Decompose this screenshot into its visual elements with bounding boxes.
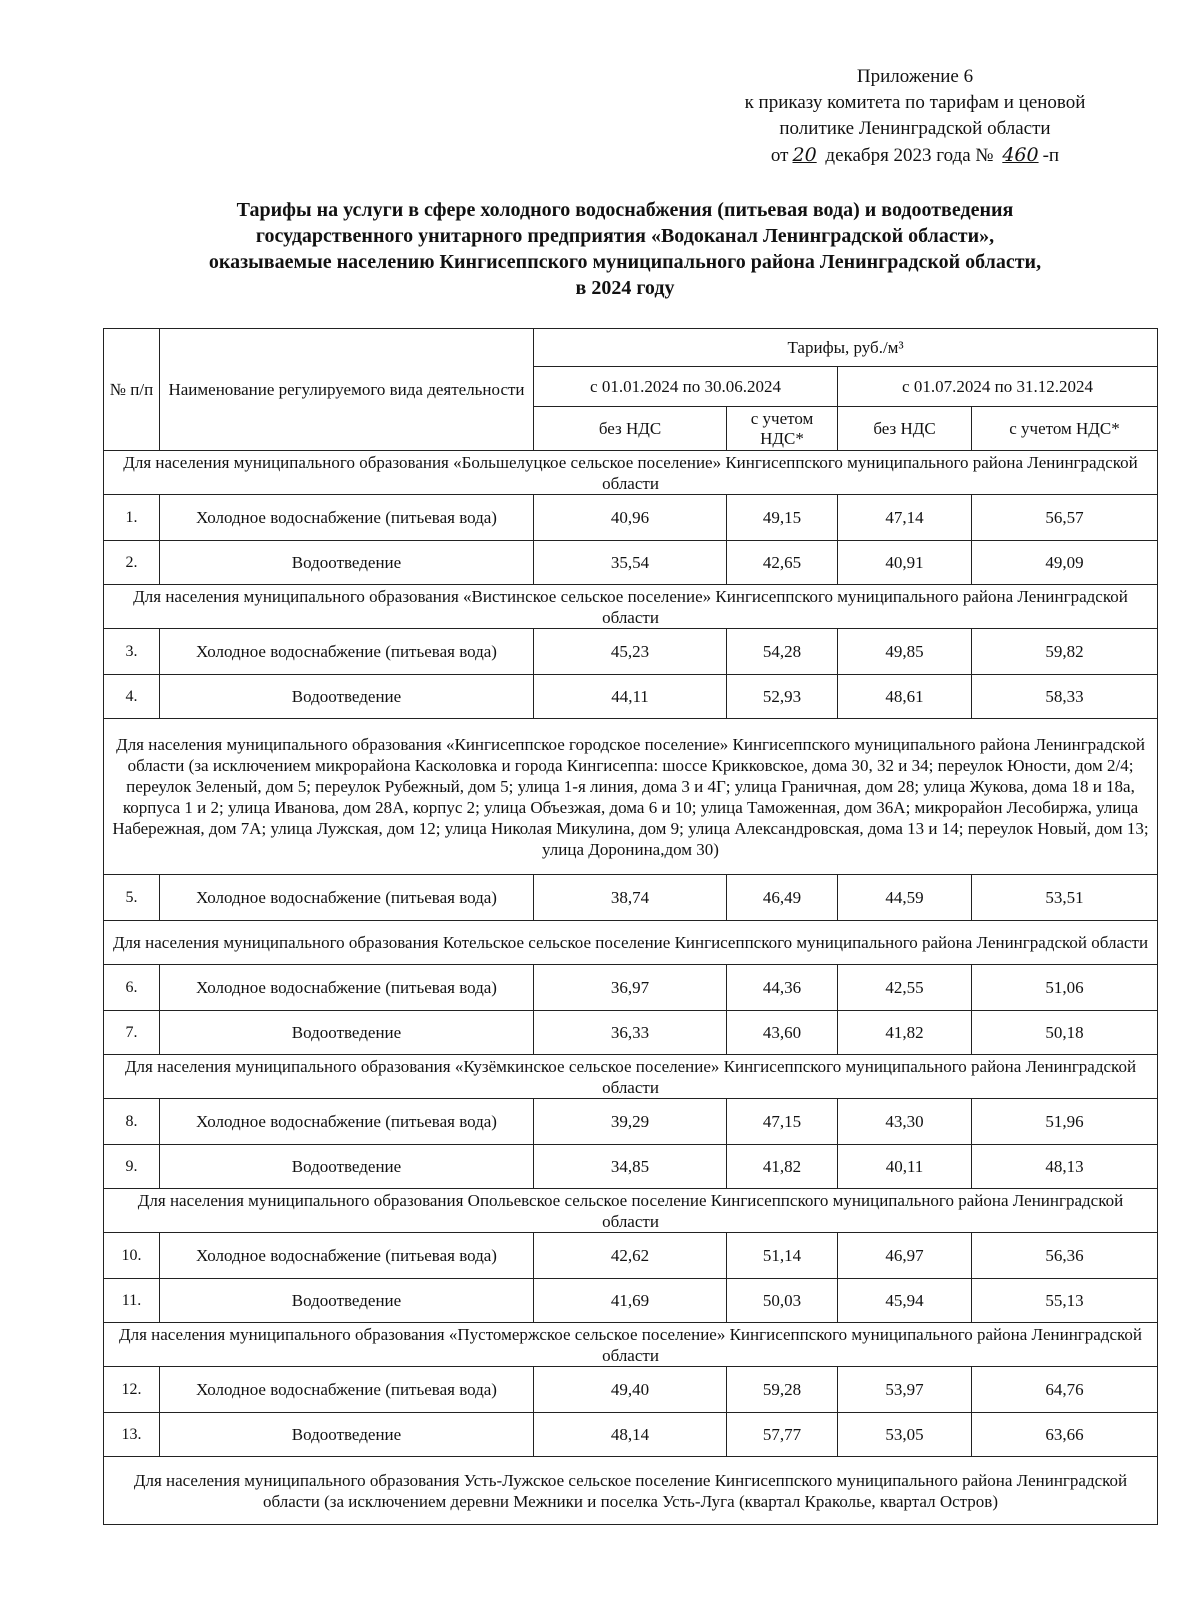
cell-value: 36,33 bbox=[534, 1011, 727, 1055]
header-num: № п/п bbox=[104, 329, 160, 451]
row-number: 2. bbox=[104, 541, 160, 585]
document-title bbox=[100, 197, 1150, 301]
order-number-handwritten: 460 bbox=[1002, 144, 1039, 166]
cell-value: 47,15 bbox=[727, 1099, 838, 1145]
date-suffix: декабря 2023 года № bbox=[825, 145, 994, 166]
cell-value: 44,36 bbox=[727, 965, 838, 1011]
section-title: Для населения муниципального образования «Кузёмкинское сельское поселение» Кингисеппского муниципального района Ленинградской области bbox=[104, 1055, 1158, 1099]
table-row bbox=[104, 675, 1158, 719]
appendix-date-line bbox=[680, 142, 1150, 169]
row-number: 4. bbox=[104, 675, 160, 719]
cell-value: 64,76 bbox=[972, 1367, 1158, 1413]
cell-value: 40,11 bbox=[838, 1145, 972, 1189]
table-row bbox=[104, 629, 1158, 675]
row-activity: Холодное водоснабжение (питьевая вода) bbox=[160, 629, 534, 675]
cell-value: 39,29 bbox=[534, 1099, 727, 1145]
row-number: 7. bbox=[104, 1011, 160, 1055]
table-row bbox=[104, 1099, 1158, 1145]
cell-value: 51,96 bbox=[972, 1099, 1158, 1145]
cell-value: 49,40 bbox=[534, 1367, 727, 1413]
cell-value: 41,69 bbox=[534, 1279, 727, 1323]
cell-value: 41,82 bbox=[838, 1011, 972, 1055]
cell-value: 48,61 bbox=[838, 675, 972, 719]
order-suffix: -п bbox=[1042, 145, 1060, 166]
table-row bbox=[104, 495, 1158, 541]
cell-value: 38,74 bbox=[534, 875, 727, 921]
row-number: 1. bbox=[104, 495, 160, 541]
section-title: Для населения муниципального образования Усть-Лужское сельское поселение Кингисеппского муниципального района Ленинградской области (за исключением деревни Межники и поселка Усть-Луга (квартал Краколье, квартал Остров) bbox=[104, 1457, 1158, 1525]
tariffs-table bbox=[103, 328, 1158, 1525]
row-activity: Холодное водоснабжение (питьевая вода) bbox=[160, 875, 534, 921]
header-no-vat-1: без НДС bbox=[534, 407, 727, 451]
cell-value: 50,03 bbox=[727, 1279, 838, 1323]
section-title: Для населения муниципального образования «Большелуцкое сельское поселение» Кингисеппского муниципального района Ленинградской области bbox=[104, 451, 1158, 495]
cell-value: 56,57 bbox=[972, 495, 1158, 541]
cell-value: 46,97 bbox=[838, 1233, 972, 1279]
cell-value: 35,54 bbox=[534, 541, 727, 585]
title-line-3: оказываемые населению Кингисеппского муниципального района Ленинградской области, bbox=[208, 251, 1042, 273]
cell-value: 40,96 bbox=[534, 495, 727, 541]
table-row bbox=[104, 875, 1158, 921]
cell-value: 53,51 bbox=[972, 875, 1158, 921]
cell-value: 45,23 bbox=[534, 629, 727, 675]
row-number: 11. bbox=[104, 1279, 160, 1323]
table-row bbox=[104, 1011, 1158, 1055]
row-activity: Водоотведение bbox=[160, 1145, 534, 1189]
cell-value: 54,28 bbox=[727, 629, 838, 675]
cell-value: 48,14 bbox=[534, 1413, 727, 1457]
section-title: Для населения муниципального образования «Пустомержское сельское поселение» Кингисеппского муниципального района Ленинградской области bbox=[104, 1323, 1158, 1367]
cell-value: 59,28 bbox=[727, 1367, 838, 1413]
table-row bbox=[104, 965, 1158, 1011]
row-number: 6. bbox=[104, 965, 160, 1011]
table-row bbox=[104, 1279, 1158, 1323]
cell-value: 51,14 bbox=[727, 1233, 838, 1279]
row-activity: Водоотведение bbox=[160, 1011, 534, 1055]
cell-value: 36,97 bbox=[534, 965, 727, 1011]
cell-value: 47,14 bbox=[838, 495, 972, 541]
header-with-vat-1: с учетом НДС* bbox=[727, 407, 838, 451]
table-row bbox=[104, 1413, 1158, 1457]
row-activity: Холодное водоснабжение (питьевая вода) bbox=[160, 1233, 534, 1279]
cell-value: 48,13 bbox=[972, 1145, 1158, 1189]
cell-value: 49,09 bbox=[972, 541, 1158, 585]
section-title: Для населения муниципального образования «Вистинское сельское поселение» Кингисеппского муниципального района Ленинградской области bbox=[104, 585, 1158, 629]
table-row bbox=[104, 541, 1158, 585]
cell-value: 49,85 bbox=[838, 629, 972, 675]
cell-value: 40,91 bbox=[838, 541, 972, 585]
cell-value: 42,62 bbox=[534, 1233, 727, 1279]
row-number: 3. bbox=[104, 629, 160, 675]
header-with-vat-2: с учетом НДС* bbox=[972, 407, 1158, 451]
row-number: 9. bbox=[104, 1145, 160, 1189]
cell-value: 34,85 bbox=[534, 1145, 727, 1189]
appendix-committee: политике Ленинградской области bbox=[779, 118, 1051, 139]
header-tariffs: Тарифы, руб./м³ bbox=[534, 329, 1158, 367]
row-activity: Водоотведение bbox=[160, 1279, 534, 1323]
date-prefix: от bbox=[770, 145, 789, 166]
row-number: 13. bbox=[104, 1413, 160, 1457]
cell-value: 42,65 bbox=[727, 541, 838, 585]
cell-value: 41,82 bbox=[727, 1145, 838, 1189]
cell-value: 53,05 bbox=[838, 1413, 972, 1457]
row-activity: Холодное водоснабжение (питьевая вода) bbox=[160, 1099, 534, 1145]
row-number: 8. bbox=[104, 1099, 160, 1145]
section-title: Для населения муниципального образования Котельское сельское поселение Кингисеппского муниципального района Ленинградской области bbox=[104, 921, 1158, 965]
appendix-number: Приложение 6 bbox=[856, 66, 974, 87]
section-title: Для населения муниципального образования «Кингисеппское городское поселение» Кингисеппского муниципального района Ленинградской области (за исключением микрорайона Касколовка и города Кингисеппа: шоссе Крикковское, дома 30, 32 и 34; переулок Юности, дом 2/4; переулок Зеленый, дом 5; переулок Рубежный, дом 5; улица 1-я линия, дома 3 и 4Г; улица Граничная, дом 28; улица Жукова, дома 18 и 18а, корпуса 1 и 2; улица Иванова, дом 28А, корпус 2; улица Объезжая, дома 6 и 10; улица Таможенная, дом 36А; микрорайон Лесобиржа, улица Набережная, дом 7А; улица Лужская, дом 12; улица Николая Микулина, дом 9; улица Александровская, дома 13 и 14; переулок Новый, дом 13; улица Доронина,дом 30) bbox=[104, 719, 1158, 875]
section-title: Для населения муниципального образования Опольевское сельское поселение Кингисеппского муниципального района Ленинградской области bbox=[104, 1189, 1158, 1233]
cell-value: 57,77 bbox=[727, 1413, 838, 1457]
row-activity: Водоотведение bbox=[160, 675, 534, 719]
header-activity-name: Наименование регулируемого вида деятельности bbox=[160, 329, 534, 451]
cell-value: 63,66 bbox=[972, 1413, 1158, 1457]
row-number: 5. bbox=[104, 875, 160, 921]
cell-value: 42,55 bbox=[838, 965, 972, 1011]
cell-value: 59,82 bbox=[972, 629, 1158, 675]
row-activity: Холодное водоснабжение (питьевая вода) bbox=[160, 965, 534, 1011]
header-no-vat-2: без НДС bbox=[838, 407, 972, 451]
cell-value: 44,59 bbox=[838, 875, 972, 921]
title-line-4: в 2024 году bbox=[575, 277, 675, 299]
row-activity: Холодное водоснабжение (питьевая вода) bbox=[160, 1367, 534, 1413]
header-period-1: с 01.01.2024 по 30.06.2024 bbox=[534, 367, 838, 407]
table-row bbox=[104, 1233, 1158, 1279]
cell-value: 45,94 bbox=[838, 1279, 972, 1323]
cell-value: 51,06 bbox=[972, 965, 1158, 1011]
cell-value: 52,93 bbox=[727, 675, 838, 719]
row-activity: Холодное водоснабжение (питьевая вода) bbox=[160, 495, 534, 541]
date-day-handwritten: 20 bbox=[792, 144, 817, 166]
header-period-2: с 01.07.2024 по 31.12.2024 bbox=[838, 367, 1158, 407]
cell-value: 50,18 bbox=[972, 1011, 1158, 1055]
cell-value: 55,13 bbox=[972, 1279, 1158, 1323]
cell-value: 49,15 bbox=[727, 495, 838, 541]
row-activity: Водоотведение bbox=[160, 541, 534, 585]
cell-value: 43,60 bbox=[727, 1011, 838, 1055]
row-number: 10. bbox=[104, 1233, 160, 1279]
cell-value: 46,49 bbox=[727, 875, 838, 921]
table-row bbox=[104, 1367, 1158, 1413]
cell-value: 56,36 bbox=[972, 1233, 1158, 1279]
row-number: 12. bbox=[104, 1367, 160, 1413]
cell-value: 44,11 bbox=[534, 675, 727, 719]
cell-value: 43,30 bbox=[838, 1099, 972, 1145]
table-row bbox=[104, 1145, 1158, 1189]
title-line-2: государственного унитарного предприятия «Водоканал Ленинградской области», bbox=[255, 225, 995, 247]
cell-value: 58,33 bbox=[972, 675, 1158, 719]
appendix-header bbox=[680, 64, 1150, 169]
appendix-order-ref: к приказу комитета по тарифам и ценовой bbox=[744, 92, 1086, 113]
title-line-1: Тарифы на услуги в сфере холодного водоснабжения (питьевая вода) и водоотведения bbox=[236, 199, 1014, 221]
cell-value: 53,97 bbox=[838, 1367, 972, 1413]
row-activity: Водоотведение bbox=[160, 1413, 534, 1457]
